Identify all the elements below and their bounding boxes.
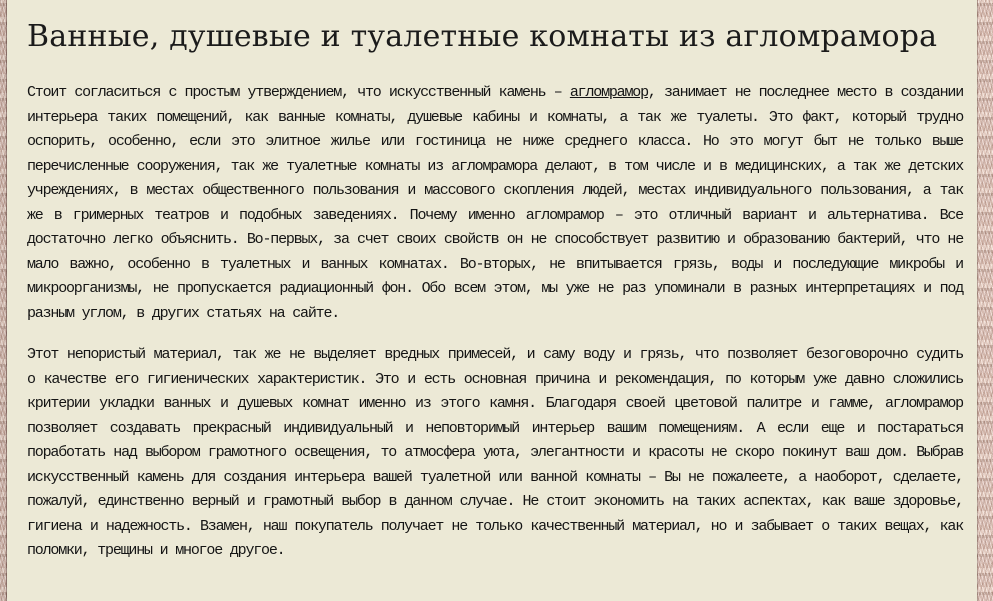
paragraph-1: [27, 81, 963, 326]
aglomramor-link[interactable]: агломрамор: [569, 84, 648, 101]
right-marble-texture-border: [977, 0, 993, 601]
paragraph-1-text-before-link: Стоит согласиться с простым утверждением, что искусственный камень –: [27, 84, 570, 101]
paragraph-2: Этот непористый материал, так же не выделяет вредных примесей, и саму воду и грязь, что позволяет безоговорочно судить о качестве его гигиенических характеристик. Это и есть основная причина и рекомендация, по которым уже давно сложились критерии укладки ванных и душевых комнат именно из этого камня. Благодаря своей цветовой палитре и гамме, агломрамор позволяет создавать прекрасный индивидуальный и неповторимый интерьер вашим помещениям. А если еще и постараться поработать над выбором грамотного освещения, то атмосфера уюта, элегантности и красоты не скоро покинут ваш дом. Выбрав искусственный камень для создания интерьера вашей туалетной или ванной комнаты – Вы не пожалеете, а наоборот, сделаете, пожалуй, единственно верный и грамотный выбор в данном случае. Не стоит экономить на таких аспектах, как ваше здоровье, гигиена и надежность. Взамен, наш покупатель получает не только качественный материал, но и забывает о таких вещах, как поломки, трещины и многое другое.: [27, 346, 963, 559]
page-title: Ванные, душевые и туалетные комнаты из агломрамора: [27, 19, 938, 54]
paragraph-1-text-after-link: , занимает не последнее место в создании интерьера таких помещений, как ванные комнаты, душевые кабины и комнаты, а так же туалеты. Это факт, который трудно оспорить, особенно, если это элитное жилье или гостиница не ниже среднего класса. Но это могут быт не только выше перечисленные сооружения, так же туалетные комнаты из агломрамора делают, в том числе и в медицинских, а так же детских учреждениях, в местах общественного пользования и массового скопления людей, местах индивидуального пользования, а так же в гримерных театров и подобных заведениях. Почему именно агломрамор – это отличный вариант и альтернатива. Все достаточно легко объяснить. Во-первых, за счет своих свойств он не способствует развитию и образованию бактерий, что не мало важно, особенно в туалетных и ванных комнатах. Во-вторых, не впитывается грязь, воды и последующие микробы и микроорганизмы, не пропускается радиационный фон. Обо всем этом, мы уже не раз упоминали в разных интерпретациях и под разным углом, в других статьях на сайте.: [27, 84, 963, 322]
article-content: [7, 0, 977, 601]
left-marble-texture-border: [0, 0, 7, 601]
